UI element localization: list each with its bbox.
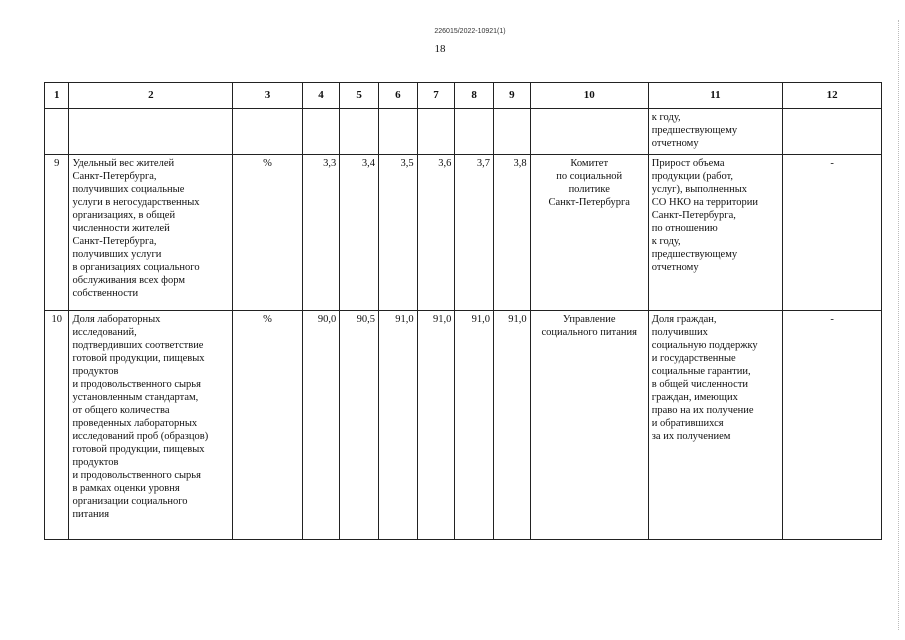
column-number-row [45, 83, 882, 109]
column-header: 3 [233, 83, 302, 109]
column-header: 7 [417, 83, 455, 109]
calculation-method: к году, предшествующему отчетному [648, 109, 782, 155]
page-number: 18 [434, 43, 446, 55]
value-cell: 3,8 [494, 155, 531, 311]
table-row [45, 109, 882, 155]
table-row [45, 311, 882, 540]
value-cell: 91,0 [494, 311, 531, 540]
indicator-name: Доля лабораторных исследований, подтвердивших соответствие готовой продукции, пищевых продуктов и продовольственного сырья установленным стандартам, от общего количества проведенных лабораторных исследований проб (образцов) готовой продукции, пищевых продуктов и продовольственного сырья в рамках оценки уровня организации социального питания [69, 311, 233, 540]
value-cell: 3,7 [455, 155, 494, 311]
column-header: 12 [783, 83, 882, 109]
row-number: 9 [45, 155, 69, 311]
column-header: 4 [302, 83, 340, 109]
scan-edge-mark [898, 20, 902, 630]
responsible-body [530, 109, 648, 155]
value-cell: 91,0 [378, 311, 417, 540]
responsible-body: Управление социального питания [530, 311, 648, 540]
note-cell: - [783, 311, 882, 540]
value-cell: 90,5 [340, 311, 379, 540]
column-header: 9 [494, 83, 531, 109]
responsible-body: Комитет по социальной политике Санкт-Петербурга [530, 155, 648, 311]
value-cell: 90,0 [302, 311, 340, 540]
value-cell: 3,3 [302, 155, 340, 311]
indicator-name: Удельный вес жителей Санкт-Петербурга, получивших социальные услуги в негосударственных организациях, в общей численности жителей Санкт-Петербурга, получивших услуги в организациях социального обслуживания всех форм собственности [69, 155, 233, 311]
value-cell [302, 109, 340, 155]
value-cell [378, 109, 417, 155]
column-header: 1 [45, 83, 69, 109]
note-cell [783, 109, 882, 155]
value-cell [340, 109, 379, 155]
value-cell: 91,0 [417, 311, 455, 540]
table-row [45, 155, 882, 311]
value-cell: 3,6 [417, 155, 455, 311]
calculation-method: Доля граждан, получивших социальную поддержку и государственные социальные гарантии, в общей численности граждан, имеющих право на их получение и обратившихся за их получением [648, 311, 782, 540]
indicator-name [69, 109, 233, 155]
note-cell: - [783, 155, 882, 311]
value-cell: 91,0 [455, 311, 494, 540]
value-cell: 3,5 [378, 155, 417, 311]
row-number [45, 109, 69, 155]
value-cell: 3,4 [340, 155, 379, 311]
row-number: 10 [45, 311, 69, 540]
value-cell [417, 109, 455, 155]
unit: % [233, 155, 302, 311]
value-cell [494, 109, 531, 155]
column-header: 8 [455, 83, 494, 109]
calculation-method: Прирост объема продукции (работ, услуг), выполненных СО НКО на территории Санкт-Петербурга, по отношению к году, предшествующему отчетному [648, 155, 782, 311]
indicators-table [44, 82, 882, 540]
document-id: 226015/2022-10921(1) [434, 28, 506, 35]
column-header: 10 [530, 83, 648, 109]
column-header: 6 [378, 83, 417, 109]
column-header: 11 [648, 83, 782, 109]
unit [233, 109, 302, 155]
unit: % [233, 311, 302, 540]
column-header: 5 [340, 83, 379, 109]
value-cell [455, 109, 494, 155]
column-header: 2 [69, 83, 233, 109]
